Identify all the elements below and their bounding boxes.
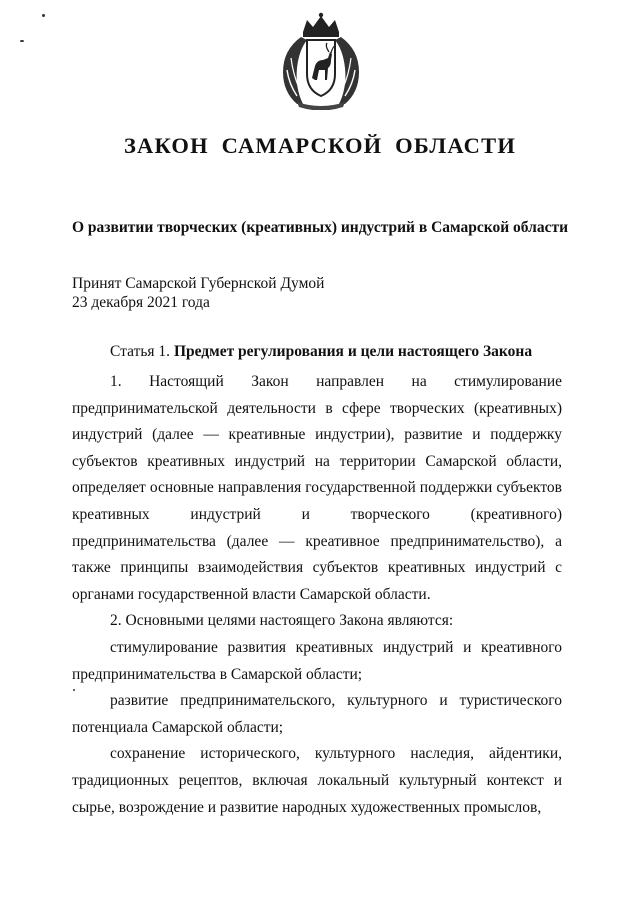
paragraph: развитие предпринимательского, культурного и туристического потенциала Самарской области; (72, 692, 562, 736)
adoption-line: Принят Самарской Губернской Думой (72, 275, 325, 292)
paragraph: 2. Основными целями настоящего Закона являются: (110, 612, 454, 630)
adoption-date: 23 декабря 2021 года (72, 294, 210, 311)
coat-of-arms-icon (273, 10, 369, 110)
article-number: Статья 1. (110, 343, 171, 360)
article-title: Предмет регулирования и цели настоящего Закона (173, 343, 533, 360)
document-subtitle: О развитии творческих (креативных) индустрий в Самарской области (71, 219, 569, 236)
article-body (72, 369, 562, 821)
paragraph: сохранение исторического, культурного наследия, айдентики, традиционных рецептов, включая локальный культурный контекст и сырье, возрождение и развитие народных художественных промыслов, (72, 745, 562, 816)
paragraph: 1. Настоящий Закон направлен на стимулирование предпринимательской деятельности в сфере творческих (креативных) индустрий (далее — креативные индустрии), развитие и поддержку субъектов креативных индустрий на территории Самарской области, определяет основные направления государственной поддержки субъектов креативных индустрий и творческого (креативного) предпринимательства (далее — креативное предпринимательство), а также принципы взаимодействия субъектов креативных индустрий с органами государственной власти Самарской области. (72, 373, 562, 603)
paragraph: стимулирование развития креативных индустрий и креативного предпринимательства в Самарской области; (72, 638, 562, 683)
scan-speck (73, 689, 75, 691)
article-heading (110, 343, 532, 361)
document-title: ЗАКОН САМАРСКОЙ ОБЛАСТИ (123, 133, 517, 158)
scan-speck (42, 14, 45, 17)
adoption-block (72, 274, 324, 312)
scan-speck (20, 40, 24, 42)
